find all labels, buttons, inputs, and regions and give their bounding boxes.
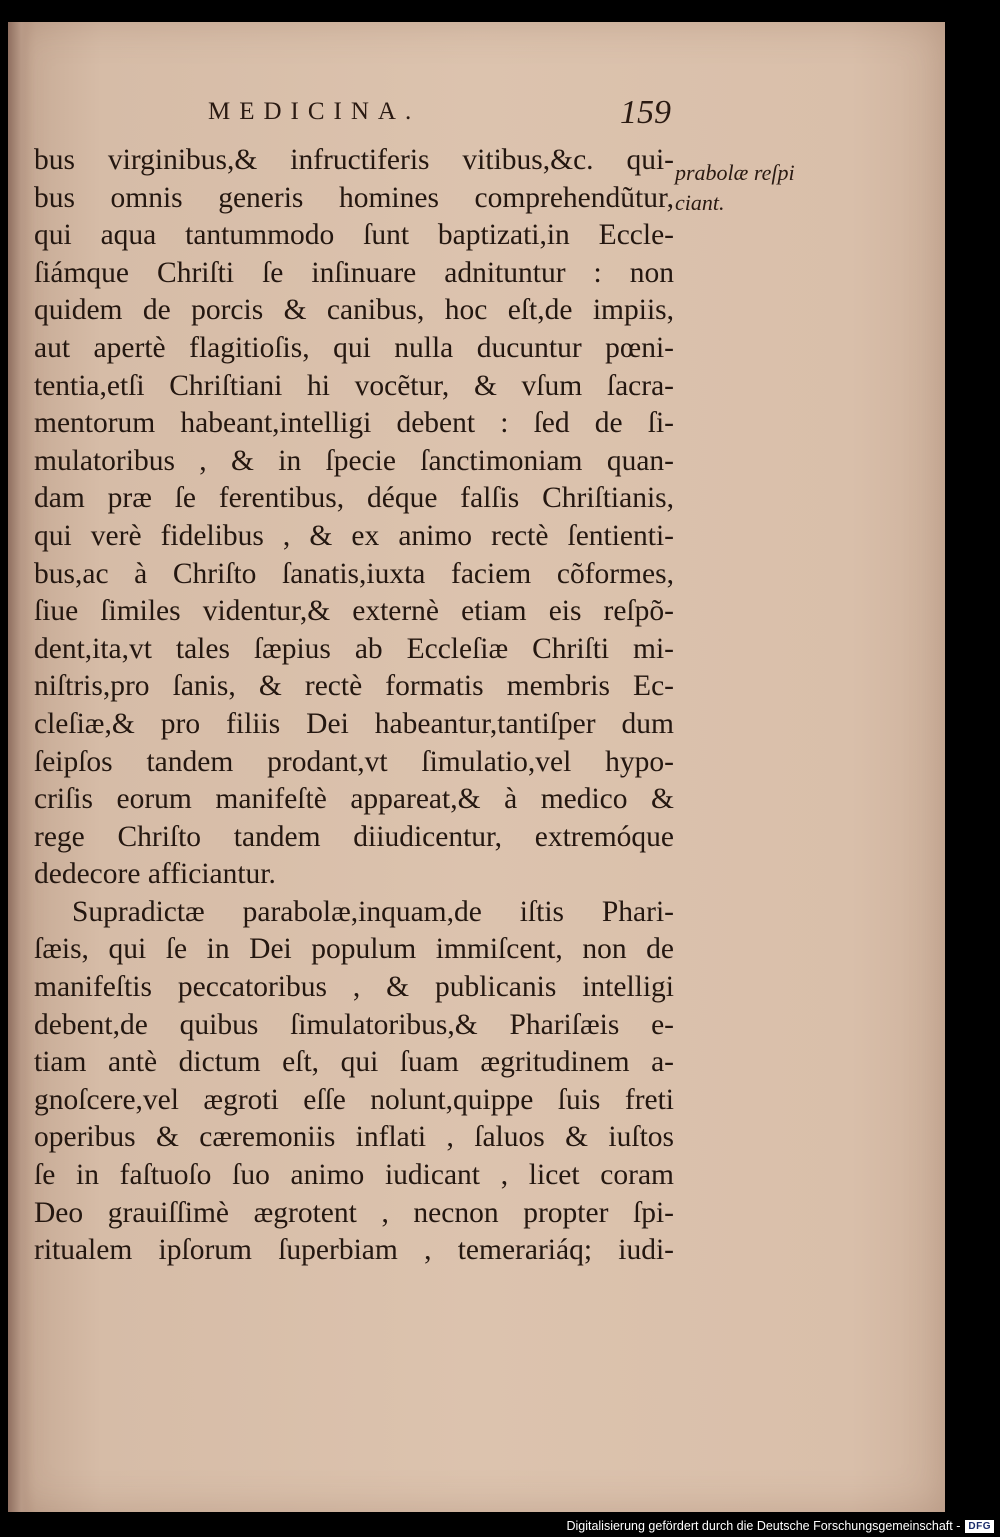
- page-gutter: [8, 22, 30, 1512]
- credit-text: Digitalisierung gefördert durch die Deutsche Forschungsgemeinschaft -: [566, 1519, 961, 1533]
- text-line: qui aqua tantummodo ſunt baptizati,in Eccle-: [34, 219, 674, 252]
- marginal-note-line: prabolæ reſpi: [675, 160, 795, 185]
- text-line: quidem de porcis & canibus, hoc eſt,de impiis,: [34, 294, 674, 327]
- text-line: manifeſtis peccatoribus , & publicanis intelligi: [34, 971, 674, 1004]
- text-line: criſis eorum manifeſtè appareat,& à medico &: [34, 783, 674, 816]
- text-line: bus,ac à Chriſto ſanatis,iuxta faciem cõformes,: [34, 557, 674, 590]
- text-line: ſiue ſimiles videntur,& externè etiam eis reſpõ-: [34, 595, 674, 628]
- text-line: ritualem ipſorum ſuperbiam , temerariáq; iudi-: [34, 1234, 674, 1267]
- text-line: ſe in faſtuoſo ſuo animo iudicant , licet coram: [34, 1159, 674, 1192]
- text-line: aut apertè flagitioſis, qui nulla ducuntur pœni-: [34, 331, 674, 364]
- text-line: ſiámque Chriſti ſe inſinuare adnituntur : non: [34, 256, 674, 289]
- text-line: mentorum habeant,intelligi debent : ſed de ſi-: [34, 407, 674, 440]
- page-number: 159: [620, 94, 671, 131]
- text-line: ſæis, qui ſe in Dei populum immiſcent, non de: [34, 933, 674, 966]
- text-line: bus omnis generis homines comprehendũtur,: [34, 181, 674, 214]
- book-page: [8, 22, 945, 1512]
- text-line: dam præ ſe ferentibus, déque falſis Chriſtianis,: [34, 482, 674, 515]
- text-line: Supradictæ parabolæ,inquam,de iſtis Phari-: [72, 895, 674, 928]
- running-title: MEDICINA.: [208, 98, 421, 125]
- text-line: operibus & cæremoniis inflati , ſaluos & iuſtos: [34, 1121, 674, 1154]
- text-line: niſtris,pro ſanis, & rectè formatis membris Ec-: [34, 670, 674, 703]
- text-line: Deo grauiſſimè ægrotent , necnon propter ſpi-: [34, 1196, 674, 1229]
- marginal-note-line: ciant.: [675, 190, 725, 215]
- text-line: cleſiæ,& pro filiis Dei habeantur,tantiſper dum: [34, 707, 674, 740]
- text-line: qui verè fidelibus , & ex animo rectè ſentienti-: [34, 519, 674, 552]
- text-line: tentia,etſi Chriſtiani hi vocẽtur, & vſum ſacra-: [34, 369, 674, 402]
- dfg-logo: DFG: [965, 1520, 994, 1533]
- page-header: [8, 94, 945, 134]
- digitization-credit: [566, 1519, 994, 1533]
- text-line: bus virginibus,& infructiferis vitibus,&c. qui-: [34, 144, 674, 176]
- text-line: dedecore afficiantur.: [34, 858, 276, 891]
- text-line: tiam antè dictum eſt, qui ſuam ægritudinem a-: [34, 1046, 674, 1079]
- text-line: debent,de quibus ſimulatoribus,& Phariſæis e-: [34, 1008, 674, 1041]
- marginal-note: [675, 158, 845, 218]
- text-line: gnoſcere,vel ægroti eſſe nolunt,quippe ſuis freti: [34, 1083, 674, 1116]
- text-line: dent,ita,vt tales ſæpius ab Eccleſiæ Chriſti mi-: [34, 632, 674, 665]
- body-text: [34, 142, 674, 1270]
- text-line: rege Chriſto tandem diiudicentur, extremóque: [34, 820, 674, 853]
- text-line: ſeipſos tandem prodant,vt ſimulatio,vel hypo-: [34, 745, 674, 778]
- text-line: mulatoribus , & in ſpecie ſanctimoniam quan-: [34, 444, 674, 477]
